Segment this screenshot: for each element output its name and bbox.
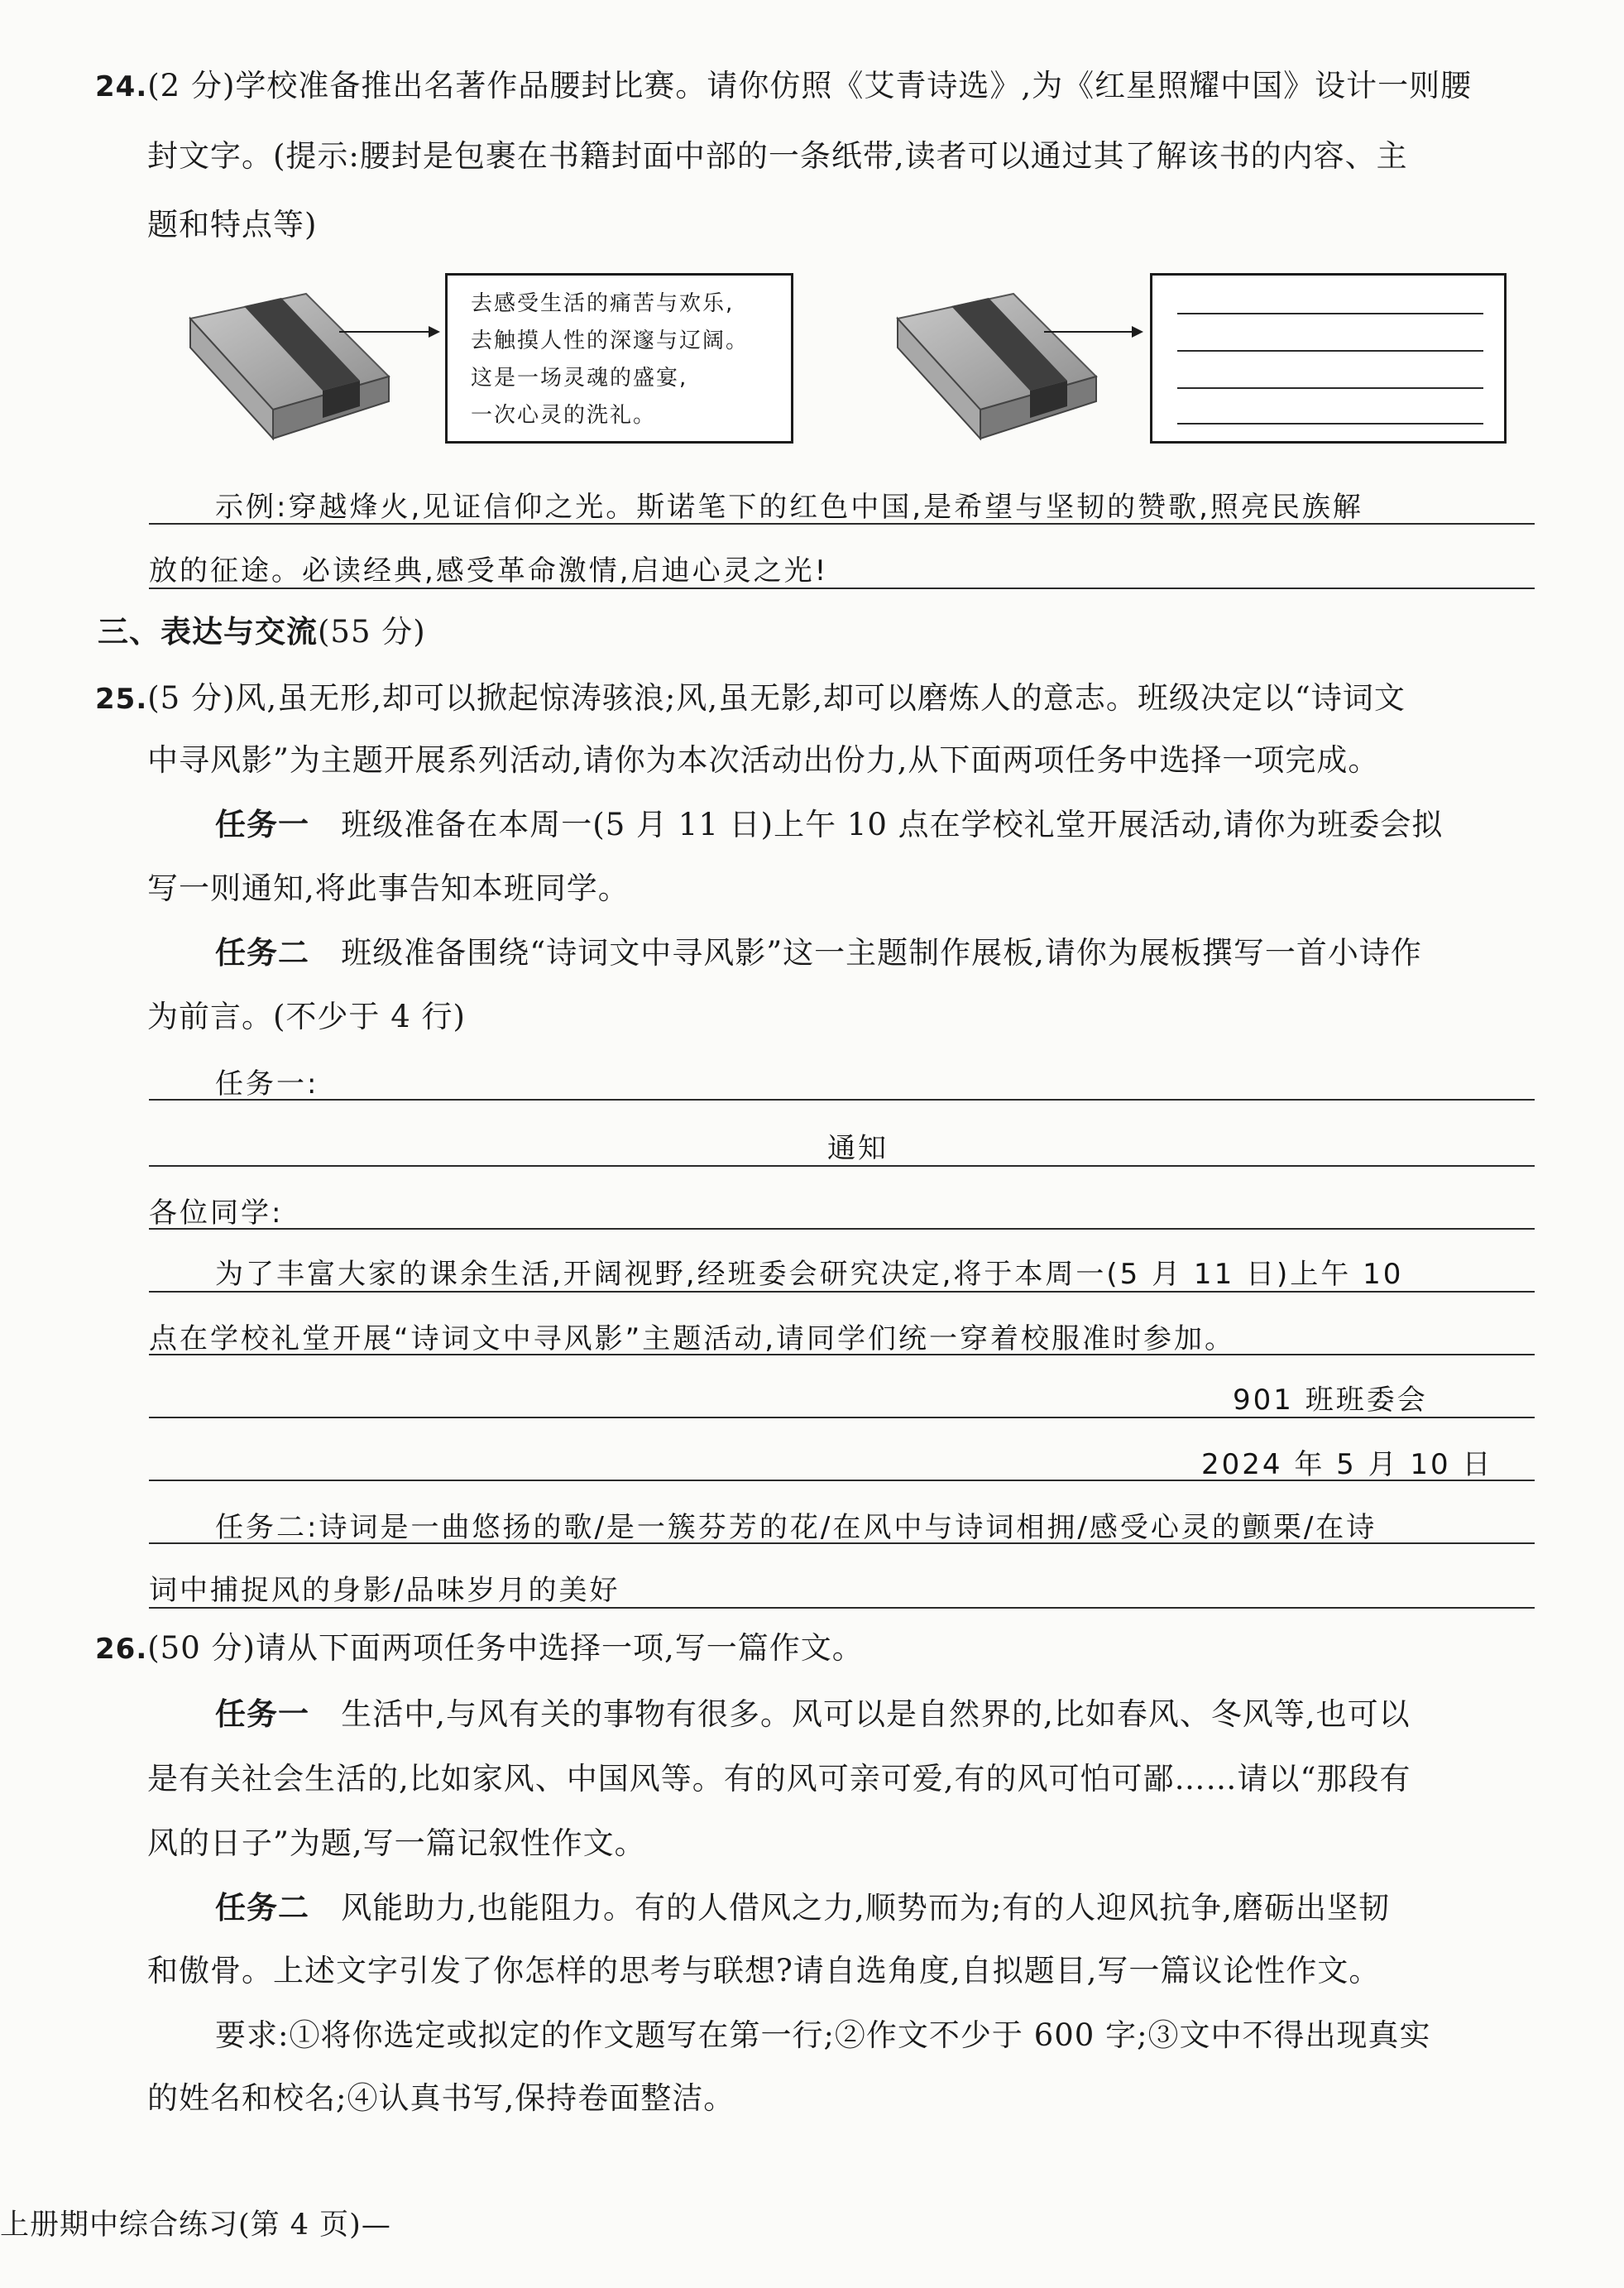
example-box-line-2: 去触摸人性的深邃与辽阔。 xyxy=(471,329,750,353)
q25-task2-text: 班级准备围绕“诗词文中寻风影”这一主题制作展板,请你为展板撰写一首小诗作 xyxy=(341,935,1422,971)
answer-rule xyxy=(149,1354,1535,1355)
q26-task1-line-3: 风的日子”为题,写一篇记叙性作文。 xyxy=(147,1825,646,1861)
question-25-line-2: 中寻风影”为主题开展系列活动,请你为本次活动出份力,从下面两项任务中选择一项完成。 xyxy=(147,742,1380,778)
question-24-number: 24. xyxy=(95,70,148,103)
q25-task2-label: 任务二 xyxy=(215,935,309,971)
answer-rule xyxy=(149,1165,1535,1167)
answer-rule xyxy=(149,1228,1535,1230)
blank-box-line-4 xyxy=(1177,423,1483,425)
q25-task1-label: 任务一 xyxy=(215,807,309,842)
q25-answer-task2-line-2: 词中捕捉风的身影/品味岁月的美好 xyxy=(149,1574,620,1607)
example-waistband-box xyxy=(445,273,793,444)
answer-rule xyxy=(149,1291,1535,1293)
section-3-heading xyxy=(98,612,426,652)
blank-box-line-2 xyxy=(1177,350,1483,352)
q26-requirements-line-2: 的姓名和校名;④认真书写,保持卷面整洁。 xyxy=(147,2080,735,2116)
q26-task1-text: 生活中,与风有关的事物有很多。风可以是自然界的,比如春风、冬风等,也可以 xyxy=(341,1696,1411,1732)
answer-rule xyxy=(149,1099,1535,1101)
q26-task1-label: 任务一 xyxy=(215,1696,309,1732)
question-24-text-1: (2 分)学校准备推出名著作品腰封比赛。请你仿照《艾青诗选》,为《红星照耀中国》设计一则腰 xyxy=(147,68,1473,103)
answer-rule xyxy=(149,1607,1535,1609)
q26-task2-line-2: 和傲骨。上述文字引发了你怎样的思考与联想?请自选角度,自拟题目,写一篇议论性作文。 xyxy=(147,1953,1381,1988)
q26-requirements-line-1: 要求:①将你选定或拟定的作文题写在第一行;②作文不少于 600 字;③文中不得出现真实 xyxy=(215,2017,1431,2053)
q24-answer-line-1: 示例:穿越烽火,见证信仰之光。斯诺笔下的红色中国,是希望与坚韧的赞歌,照亮民族解 xyxy=(215,491,1363,524)
q26-task2-line-1 xyxy=(215,1888,1390,1928)
arrow-to-answer-box xyxy=(1044,331,1142,333)
arrow-to-example-box xyxy=(339,331,438,333)
book-with-band-illustration-2 xyxy=(889,285,1171,476)
example-box-line-1: 去感受生活的痛苦与欢乐, xyxy=(471,291,735,316)
q25-task2-line-2: 为前言。(不少于 4 行) xyxy=(147,999,466,1034)
question-24-line-1 xyxy=(95,66,1472,107)
q25-task1-line-2: 写一则通知,将此事告知本班同学。 xyxy=(147,871,630,906)
answer-rule xyxy=(149,523,1535,525)
question-26-text-1: (50 分)请从下面两项任务中选择一项,写一篇作文。 xyxy=(147,1630,864,1666)
question-25-text-1: (5 分)风,虽无形,却可以掀起惊涛骇浪;风,虽无影,却可以磨炼人的意志。班级决定以“诗词文 xyxy=(147,680,1406,716)
notice-date: 2024 年 5 月 10 日 xyxy=(1201,1448,1493,1481)
page-footer: 上册期中综合练习(第 4 页)— xyxy=(0,2209,391,2242)
blank-box-line-1 xyxy=(1177,313,1483,314)
question-26-line-1 xyxy=(95,1628,864,1669)
q26-task1-line-2: 是有关社会生活的,比如家风、中国风等。有的风可亲可爱,有的风可怕可鄙……请以“那段有 xyxy=(147,1761,1411,1796)
notice-signature: 901 班班委会 xyxy=(1233,1384,1428,1417)
section-3-title: 三、表达与交流 xyxy=(98,614,318,650)
question-24-line-2: 封文字。(提示:腰封是包裹在书籍封面中部的一条纸带,读者可以通过其了解该书的内容、主 xyxy=(147,138,1408,174)
notice-body-line-1: 为了丰富大家的课余生活,开阔视野,经班委会研究决定,将于本周一(5 月 11 日)上午 10 xyxy=(215,1258,1404,1291)
q25-task2-line-1 xyxy=(215,933,1422,973)
book-with-band-illustration-1 xyxy=(182,285,463,476)
answer-rule xyxy=(149,588,1535,589)
answer-rule xyxy=(149,1417,1535,1418)
q26-task2-text: 风能助力,也能阻力。有的人借风之力,顺势而为;有的人迎风抗争,磨砺出坚韧 xyxy=(341,1890,1391,1926)
notice-title: 通知 xyxy=(827,1132,889,1165)
example-box-line-4: 一次心灵的洗礼。 xyxy=(471,403,657,428)
q26-task2-label: 任务二 xyxy=(215,1890,309,1926)
example-box-line-3: 这是一场灵魂的盛宴, xyxy=(471,366,688,391)
question-26-number: 26. xyxy=(95,1633,148,1666)
q26-task1-line-1 xyxy=(215,1695,1411,1734)
question-25-number: 25. xyxy=(95,683,148,716)
q24-answer-line-2: 放的征途。必读经典,感受革命激情,启迪心灵之光! xyxy=(149,554,829,588)
answer-rule xyxy=(149,1542,1535,1544)
q25-task1-line-1 xyxy=(215,805,1443,845)
answer-rule xyxy=(149,1480,1535,1481)
notice-greeting: 各位同学: xyxy=(149,1197,284,1230)
blank-box-line-3 xyxy=(1177,387,1483,389)
notice-body-line-2: 点在学校礼堂开展“诗词文中寻风影”主题活动,请同学们统一穿着校服准时参加。 xyxy=(149,1322,1236,1355)
q25-answer-task1-head: 任务一: xyxy=(215,1067,319,1101)
section-3-score: (55 分) xyxy=(318,614,426,650)
q25-answer-task2-line-1: 任务二:诗词是一曲悠扬的歌/是一簇芬芳的花/在风中与诗词相拥/感受心灵的颤栗/在诗 xyxy=(215,1511,1377,1544)
blank-waistband-box xyxy=(1150,273,1507,444)
q25-task1-text: 班级准备在本周一(5 月 11 日)上午 10 点在学校礼堂开展活动,请你为班委会拟 xyxy=(341,807,1444,842)
question-25-line-1 xyxy=(95,679,1406,719)
question-24-line-3: 题和特点等) xyxy=(147,207,318,242)
